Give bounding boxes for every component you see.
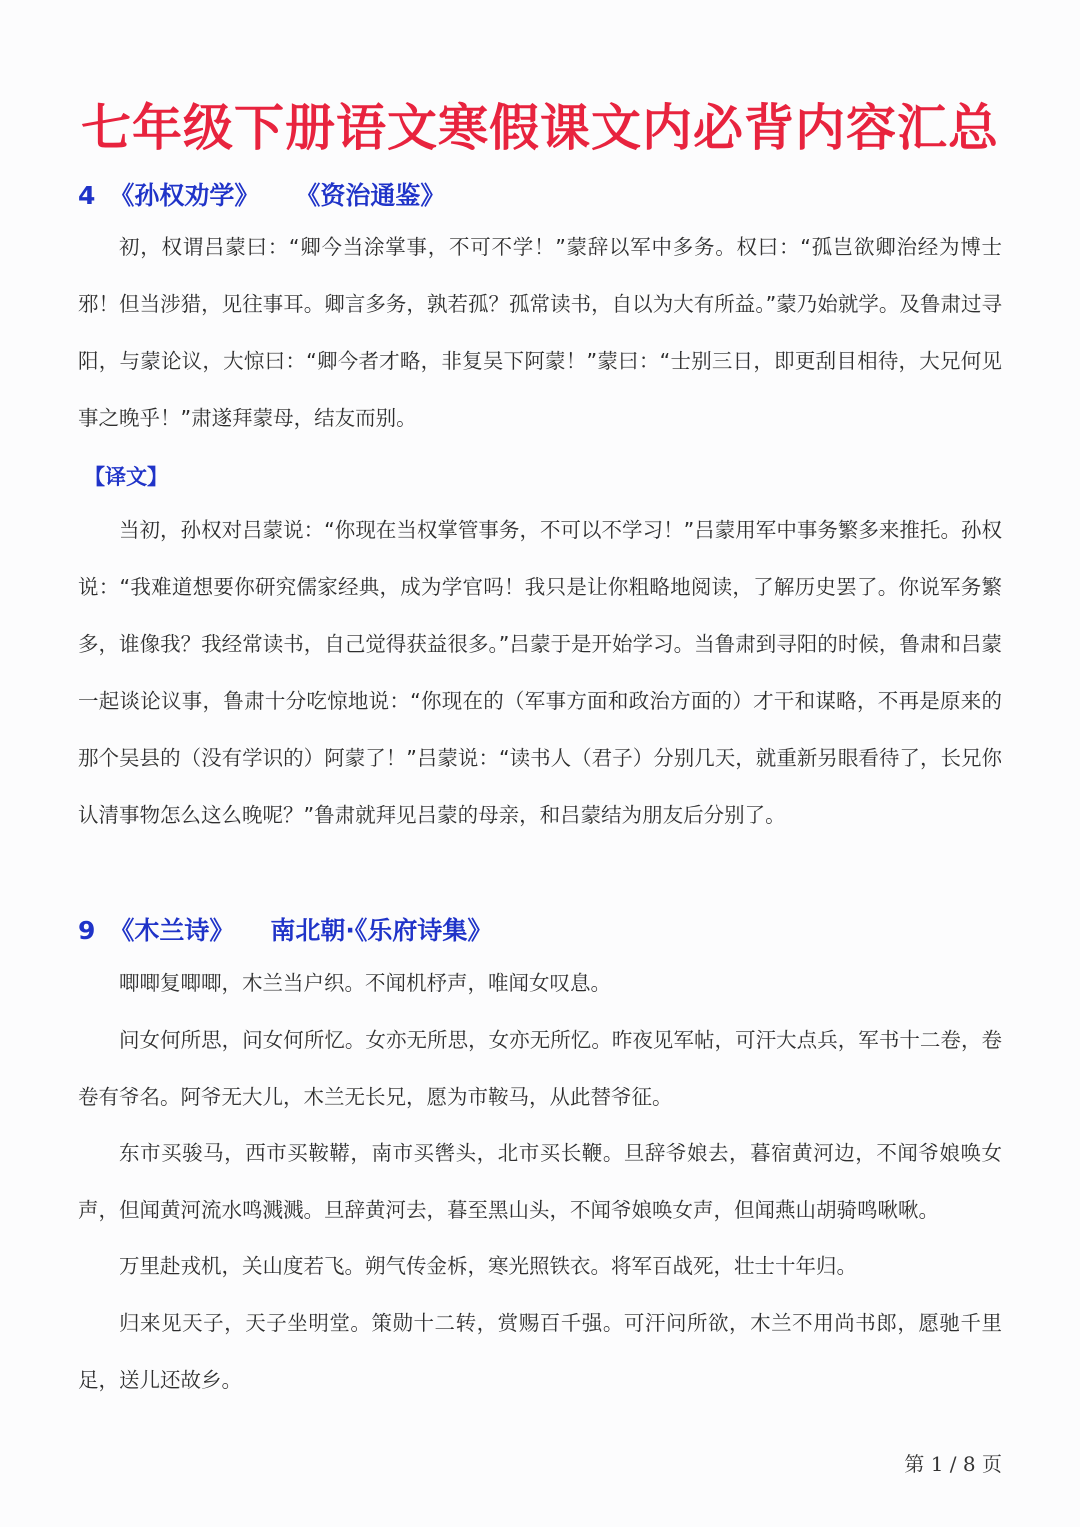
section-work-title: 《木兰诗》	[109, 916, 235, 945]
poem-stanza: 问女何所思，问女何所忆。女亦无所思，女亦无所忆。昨夜见军帖，可汗大点兵，军书十二卷，卷卷有爷名。阿爷无大儿，木兰无长兄，愿为市鞍马，从此替爷征。	[78, 1028, 1002, 1109]
section-source: 《资治通鉴》	[295, 181, 446, 210]
page-number-separator: /	[949, 1452, 957, 1476]
section-heading	[78, 176, 445, 212]
poem-stanza: 归来见天子，天子坐明堂。策勋十二转，赏赐百千强。可汗问所欲，木兰不用尚书郎，愿驰千里足，送儿还故乡。	[78, 1311, 1002, 1392]
poem-stanza: 东市买骏马，西市买鞍鞯，南市买辔头，北市买长鞭。旦辞爷娘去，暮宿黄河边，不闻爷娘唤女声，但闻黄河流水鸣溅溅。旦辞黄河去，暮至黑山头，不闻爷娘唤女声，但闻燕山胡骑鸣啾啾。	[78, 1141, 1002, 1222]
page-number-suffix: 页	[982, 1452, 1002, 1476]
section-heading	[78, 911, 492, 947]
section-number: 4	[78, 181, 96, 210]
poem-stanza: 万里赴戎机，关山度若飞。朔气传金柝，寒光照铁衣。将军百战死，壮士十年归。	[119, 1254, 857, 1278]
page-title: 七年级下册语文寒假课文内必背内容汇总	[81, 99, 999, 157]
section-work-title: 《孙权劝学》	[109, 181, 260, 210]
page-number	[904, 1448, 1002, 1477]
poem-stanza: 唧唧复唧唧，木兰当户织。不闻机杼声，唯闻女叹息。	[119, 971, 611, 995]
original-text-paragraph: 初，权谓吕蒙曰：“卿今当涂掌事，不可不学！”蒙辞以军中多务。权曰：“孤岂欲卿治经为博士邪！但当涉猎，见往事耳。卿言多务，孰若孤？孤常读书，自以为大有所益。”蒙乃始就学。及鲁肃过寻阳，与蒙论议，大惊曰：“卿今者才略，非复吴下阿蒙！”蒙曰：“士别三日，即更刮目相待，大兄何见事之晚乎！”肃遂拜蒙母，结友而别。	[78, 235, 1002, 430]
translation-label: 【译文】	[84, 465, 168, 489]
section-number: 9	[78, 916, 96, 945]
page-number-total: 8	[962, 1452, 976, 1476]
section-source: 南北朝·《乐府诗集》	[270, 916, 493, 945]
page-number-current: 1	[930, 1452, 944, 1476]
translation-paragraph: 当初，孙权对吕蒙说：“你现在当权掌管事务，不可以不学习！”吕蒙用军中事务繁多来推托。孙权说：“我难道想要你研究儒家经典，成为学官吗！我只是让你粗略地阅读，了解历史罢了。你说军务繁多，谁像我？我经常读书，自己觉得获益很多。”吕蒙于是开始学习。当鲁肃到寻阳的时候，鲁肃和吕蒙一起谈论议事，鲁肃十分吃惊地说：“你现在的（军事方面和政治方面的）才干和谋略，不再是原来的那个吴县的（没有学识的）阿蒙了！”吕蒙说：“读书人（君子）分别几天，就重新另眼看待了，长兄你认清事物怎么这么晚呢？”鲁肃就拜见吕蒙的母亲，和吕蒙结为朋友后分别了。	[78, 518, 1002, 827]
page-number-prefix: 第	[904, 1452, 925, 1476]
